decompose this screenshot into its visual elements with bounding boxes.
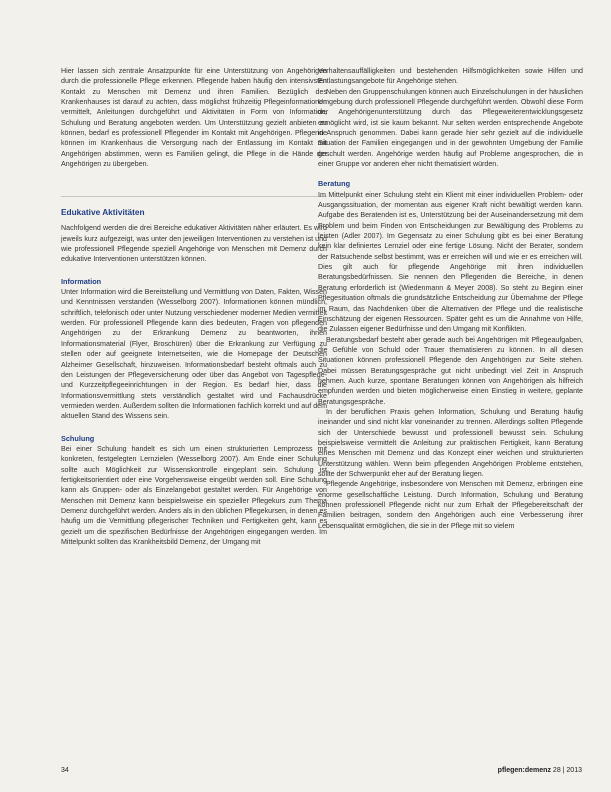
right-column [318, 66, 583, 531]
information-text: Unter Information wird die Bereitstellung und Vermittlung von Daten, Fakten, Wissen und Kenntnissen verstanden (Wesselborg 2007). Informationen können mündlich, schriftlich, telefonisch oder unter Nutzung verschiedener moderner Medien vermittelt werden. Für professionell Pflegende kann dies bedeuten, Fragen von pflegenden Angehörigen zu der Erkrankung Demenz zu beantworten, ihnen Informationsmaterial (Flyer, Broschüren) über die Erkrankung zur Verfügung zu stellen oder auf geeignete Internetseiten, wie die Homepage der Deutschen Alzheimer Gesellschaft, hinzuweisen. Informationsbedarf besteht oftmals auch zu den Leistungen der Pflegeversicherung oder über das Angebot von Tagespflege- und Kurzzeitpflegeeinrichtungen in der Region. Es bedarf hier, dass die Informationsvermittlung stets verständlich gestaltet wird und Fachausdrücke vermieden werden. Außerdem sollten die Informationen fachlich korrekt und auf dem aktuellen Stand des Wissens sein. [61, 288, 327, 421]
right-top-paragraph: Verhaltensauffälligkeiten und bestehenden Hilfsmöglichkeiten sowie Hilfen und Entlastungsangebote für Angehörige stehen. [318, 67, 583, 86]
information-heading: Information [61, 276, 102, 286]
page-number: 34 [61, 767, 69, 774]
journal-info [498, 767, 582, 774]
page-footer [61, 767, 582, 774]
section-title: Edukative Aktivitäten [61, 207, 145, 218]
journal-issue: 28 | 2013 [552, 767, 582, 774]
practice-paragraph: In der beruflichen Praxis gehen Information, Schulung und Beratung häufig ineinander und sind nicht klar voneinander zu trennen. Allerdings sollten Pflegende sich der Unterschiede bewusst und professionell bewusst sein. Schulung beispielsweise vermittelt die Anleitung zur praktischen Fertigkeit, kann Beratung eines Menschen mit Demenz und das Konzept einer weichen und strukturierten Unterstützung wählen. Wenn beim pflegenden Angehörigen Probleme entstehen, sollte der Schwerpunkt eher auf der Beratung liegen. [318, 407, 583, 479]
section-intro: Nachfolgend werden die drei Bereiche edukativer Aktivitäten näher erläutert. Es wird jeweils kurz aufgezeigt, was unter den jeweiligen Interventionen zu verstehen ist und wie professionell Pflegende speziell Angehörige von Menschen mit Demenz durch edukative Interventionen unterstützen können. [61, 224, 327, 264]
group-training-paragraph: Neben den Gruppenschulungen können auch Einzelschulungen in der häuslichen Umgebung durch professionell Pflegende durchgeführt werden. Obwohl diese Form der Angehörigenunterstützung durch das Pflegeweiterentwicklungsgesetz ermöglicht wird, ist sie kaum bekannt. Nur selten werden entsprechende Angebote in Anspruch genommen. Dabei kann gerade hier sehr gezielt auf die individuelle Situation der Familien eingegangen und in der gewohnten Umgebung der Familie geschult werden. Angehörige werden häufig auf Probleme angesprochen, die in einer Gruppe vor anderen eher nicht thematisiert würden. [318, 87, 583, 169]
left-column [61, 66, 327, 547]
section-divider [61, 196, 327, 197]
conclusion-paragraph: Pflegende Angehörige, insbesondere von Menschen mit Demenz, erbringen eine enorme gesellschaftliche Leistung. Durch Information, Schulung und Beratung können professionell Pflegende nicht nur zum Erhalt der Pflegebereitschaft der Familien beitragen, sondern den Angehörigen auch eine Verbesserung ihrer Lebensqualität ermöglichen, die sie in der Pflege mit so vielem [318, 480, 583, 530]
beratung-text: Im Mittelpunkt einer Schulung steht ein Klient mit einer individuellen Problem- oder Ausgangssituation, der momentan aus eigener Kraft nicht bewältigt werden kann. Aufgabe des Beratenden ist es, Unterstützung bei der Auseinandersetzung mit dem Problem und beim Finden von Entscheidungen zur Bewältigung des Problems zu leisten (Adler 2007). Im Gegensatz zu einer Schulung gibt es bei einer Beratung kein klar definiertes Lernziel oder eine fertige Lösung. Nicht der Berater, sondern der Ratsuchende selbst bestimmt, was er erreichen will und wie er es erreichen will. Dies gilt auch für pflegende Angehörige mit ihren individuellen Beratungsbedürfnissen. Sie nennen den Pflegenden die Bereiche, in denen Beratung erforderlich ist (Wiedenmann & Meyer 2008). So steht zu Beginn einer Pflegesituation oftmals die grundsätzliche Entscheidung zur Übernahme der Pflege im Raum, das Nachdenken über die Alternativen der Pflege und die realistische Einschätzung der eigenen Ressourcen. Später geht es um die Annahme von Hilfe, die Zulassen eigener Bedürfnisse und den Umgang mit Konflikten. [318, 190, 583, 334]
intro-paragraph: Hier lassen sich zentrale Ansatzpunkte für eine Unterstützung von Angehörigen durch die professionelle Pflege erkennen. Pflegende haben häufig den intensivsten Kontakt zu Menschen mit Demenz und ihren Familien. Bezüglich des Krankenhauses ist darauf zu achten, dass möglichst frühzeitig Pflegeinformationen vermittelt, Anleitungen durchgeführt und Aktivitäten in Form von Information, Schulung und Beratung angeboten werden. Um Unterstützung gezielt anbieten zu können, bedarf es professionell Pflegender im Kontakt mit Angehörigen. Pflegende können im Krankenhaus die Versorgung nach der Entlassung im Kontakt mit Angehörigen abstimmen, wenn es Familien gelingt, die Pflege in die Hände der Angehörigen zu übergeben. [61, 67, 327, 169]
beratung-heading: Beratung [318, 179, 351, 189]
schulung-text: Bei einer Schulung handelt es sich um einen strukturierten Lernprozess mit konkreten, festgelegten Lernzielen (Wesselborg 2007). Am Ende einer Schulung sollte auch Möglichkeit zur Wissenskontrolle eingeplant sein. Schulung ist fertigkeitsorientiert oder eine Vorgehensweise eingeübt werden soll. Eine Schulung kann als Gruppen- oder als Einzelangebot gestaltet werden. Für Angehörige von Menschen mit Demenz kann beispielsweise ein spezieller Pflegekurs zum Thema Demenz durchgeführt werden. Anders als in den üblichen Pflegekursen, in denen es häufig um die Vermittlung pflegerischer Techniken und Fertigkeiten geht, kann es gezielt um die spezifischen Bedürfnisse der Angehörigen eingegangen werden. Im Mittelpunkt sollten das Krankheitsbild Demenz, der Umgang mit [61, 444, 327, 546]
schulung-heading: Schulung [61, 433, 95, 443]
beratung-paragraph-2: Beratungsbedarf besteht aber gerade auch bei Angehörigen mit Pflegeaufgaben, die Gefühle von Schuld oder Trauer thematisieren zu können. In all diesen Situationen können professionell Pflegende den Angehörigen zur Seite stehen. Dabei müssen Beratungsgespräche gut nicht unbedingt viel Zeit in Anspruch nehmen. Auch kurze, spontane Beratungen können von Angehörigen als hilfreich empfunden werden und bieten möglicherweise einen Einstieg in weitere, geplante Beratungsgespräche. [318, 335, 583, 406]
journal-name: pflegen:demenz [497, 767, 551, 774]
